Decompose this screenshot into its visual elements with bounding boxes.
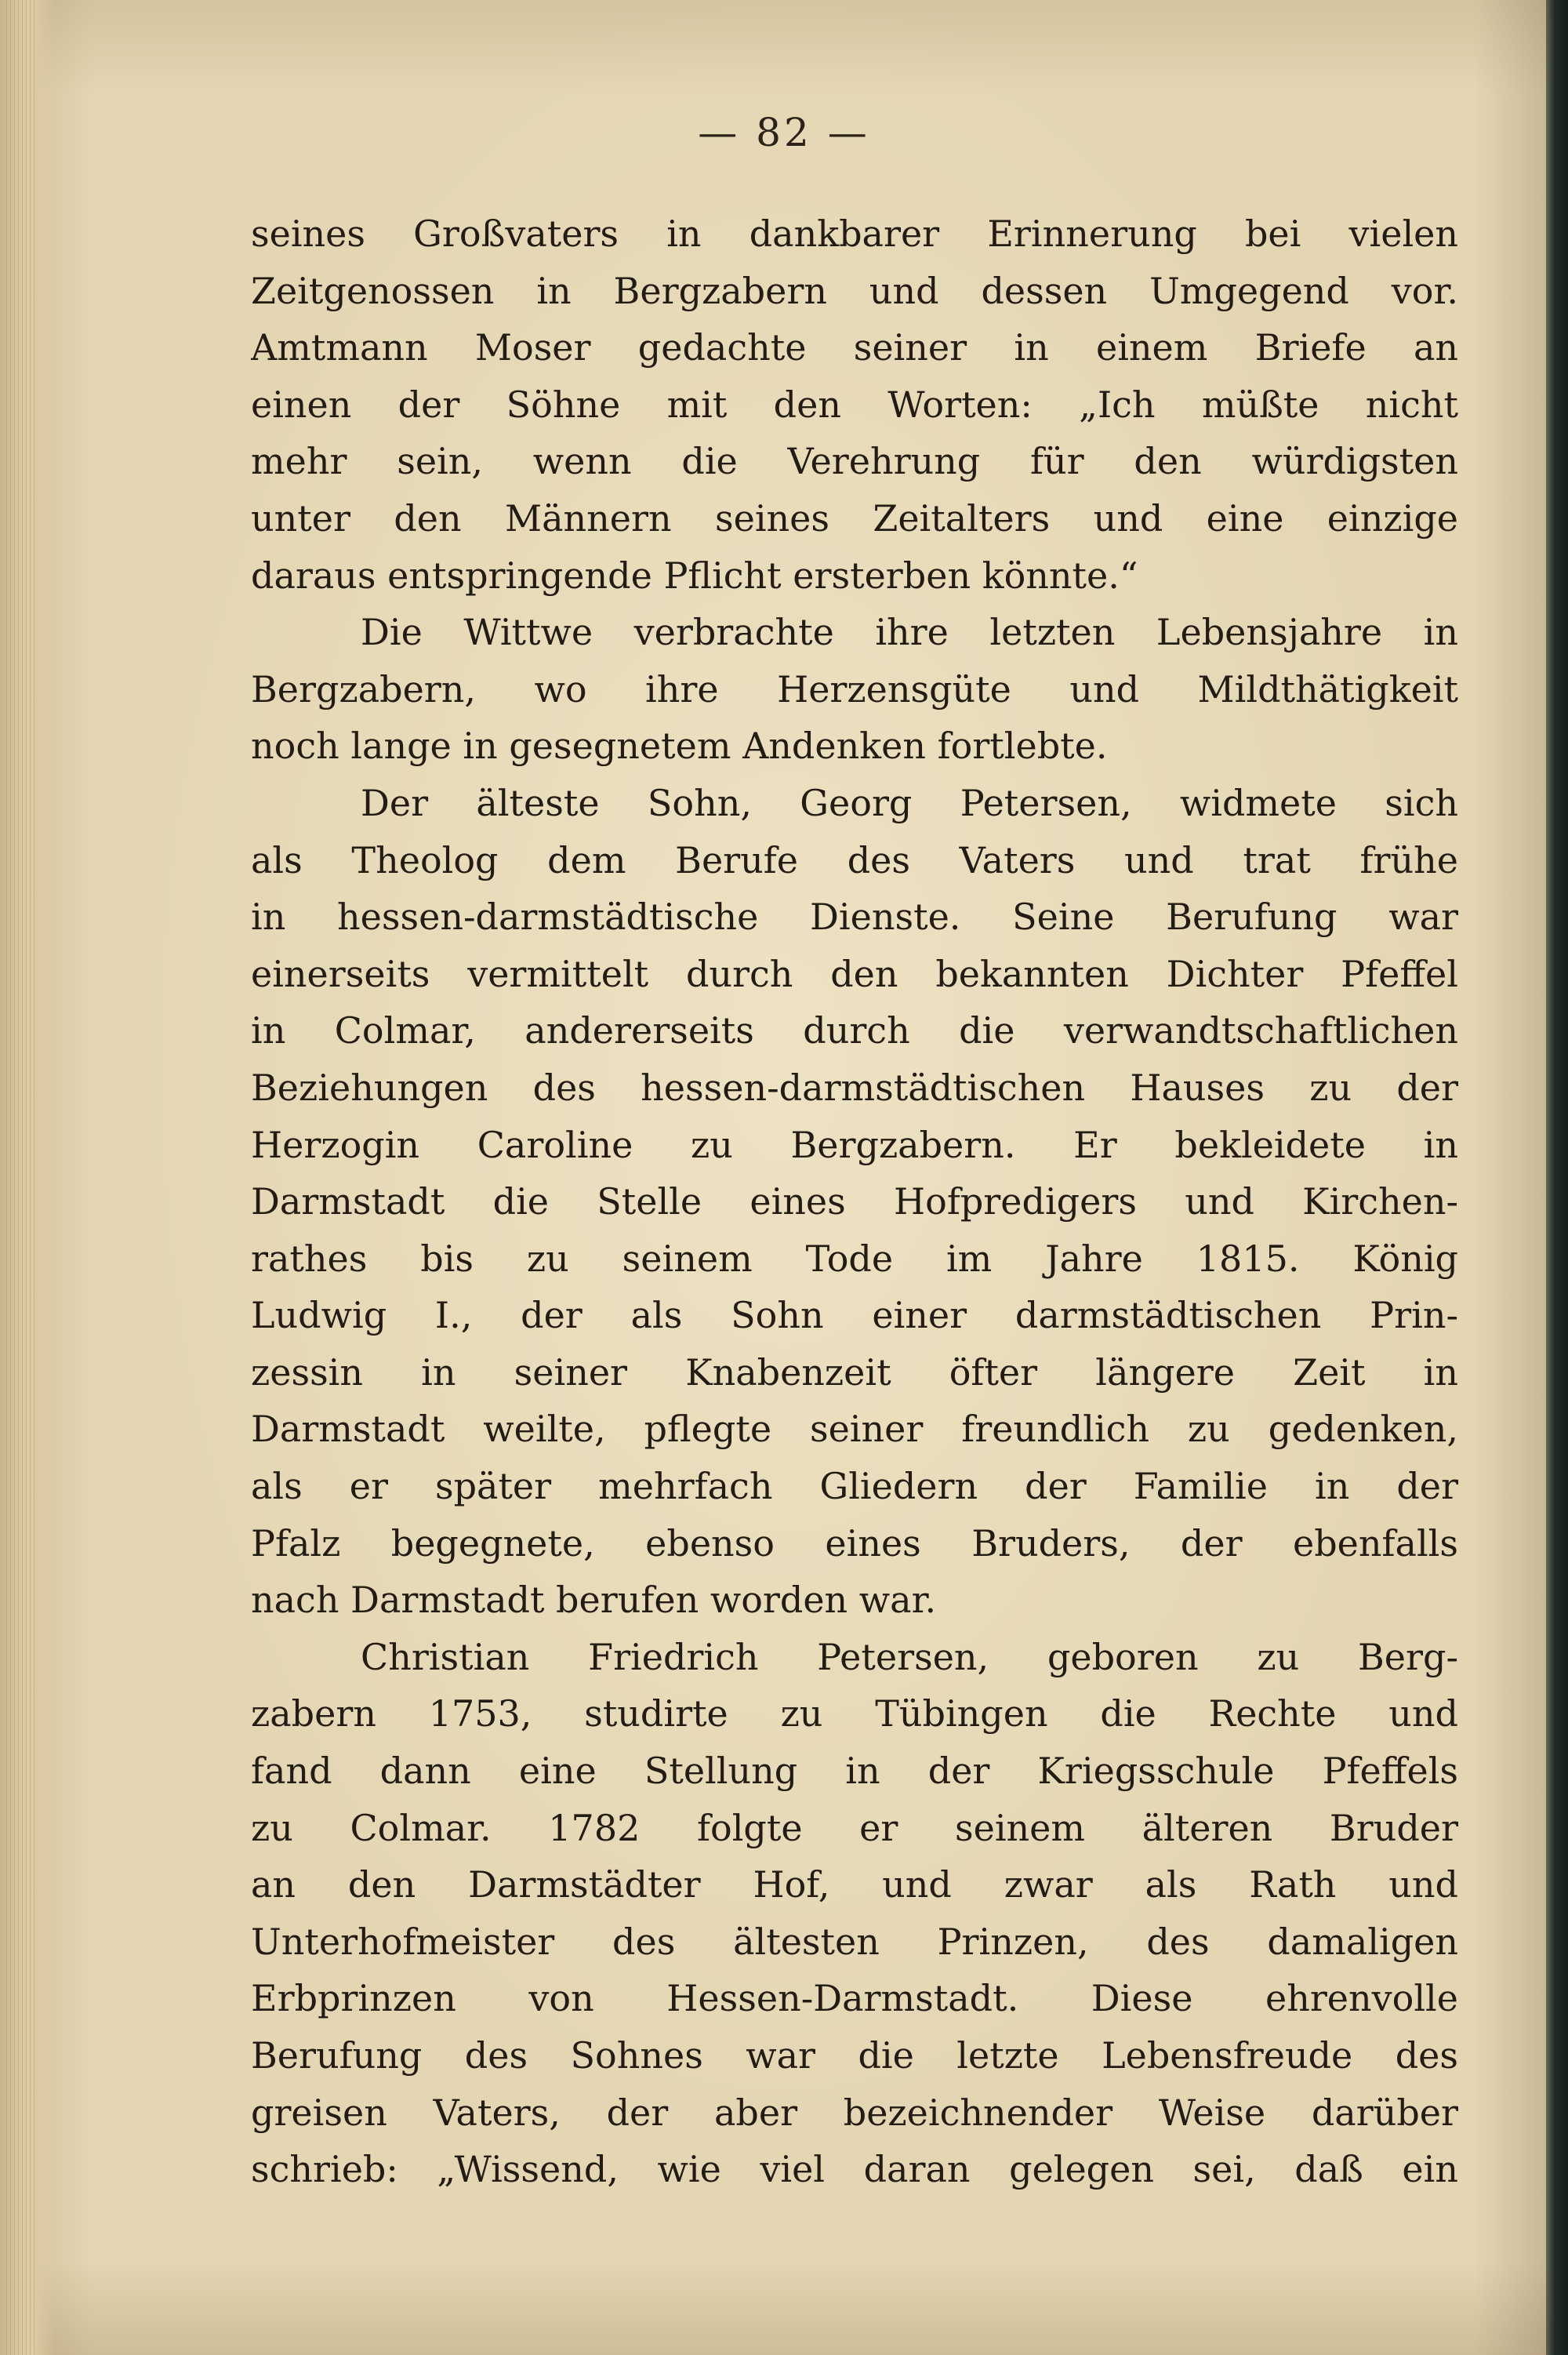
gutter-page-edges [6, 0, 38, 2355]
book-gutter [0, 0, 55, 2355]
text-line: Herzogin Caroline zu Bergzabern. Er bekleidete in [251, 1123, 1458, 1166]
text-line: in hessen-darmstädtische Dienste. Seine Berufung war [251, 896, 1458, 939]
text-line: an den Darmstädter Hof, und zwar als Rath und [251, 1863, 1458, 1906]
book-cover-edge [1546, 0, 1568, 2355]
text-line: Pfalz begegnete, ebenso eines Bruders, der ebenfalls [251, 1521, 1458, 1565]
text-line: einen der Söhne mit den Worten: „Ich müßte nicht [251, 383, 1458, 426]
text-line: Darmstadt weilte, pflegte seiner freundlich zu gedenken, [251, 1408, 1458, 1451]
text-line: Amtmann Moser gedachte seiner in einem Briefe an [251, 326, 1458, 369]
text-line: Christian Friedrich Petersen, geboren zu Berg- [361, 1635, 1458, 1678]
text-line: zabern 1753, studirte zu Tübingen die Rechte und [251, 1692, 1458, 1735]
paragraph [251, 775, 1458, 1629]
text-line: Die Wittwe verbrachte ihre letzten Lebensjahre in [361, 611, 1458, 654]
text-line: in Colmar, andererseits durch die verwandtschaftlichen [251, 1009, 1458, 1052]
page-body-text [251, 205, 1458, 2198]
text-line: greisen Vaters, der aber bezeichnender Weise darüber [251, 2091, 1458, 2134]
text-line: einerseits vermittelt durch den bekannten Dichter Pfeffel [251, 952, 1458, 995]
text-line: daraus entspringende Pflicht ersterben könnte.“ [251, 554, 1138, 597]
text-line: seines Großvaters in dankbarer Erinnerung bei vielen [251, 213, 1458, 255]
text-line: als Theolog dem Berufe des Vaters und trat frühe [251, 838, 1458, 881]
text-line: Berufung des Sohnes war die letzte Lebensfreude des [251, 2034, 1458, 2077]
text-line: Zeitgenossen in Bergzabern und dessen Umgegend vor. [251, 269, 1458, 312]
text-line: als er später mehrfach Gliedern der Familie in der [251, 1465, 1458, 1508]
text-line: Erbprinzen von Hessen-Darmstadt. Diese ehrenvolle [251, 1977, 1458, 2020]
text-line: unter den Männern seines Zeitalters und eine einzige [251, 496, 1458, 540]
text-line: zu Colmar. 1782 folgte er seinem älteren Bruder [251, 1806, 1458, 1849]
text-line: Bergzabern, wo ihre Herzensgüte und Mildthätigkeit [251, 667, 1458, 710]
text-line: fand dann eine Stellung in der Kriegsschule Pfeffels [251, 1750, 1458, 1793]
text-line: schrieb: „Wissend, wie viel daran gelegen sei, daß ein [251, 2148, 1458, 2191]
text-line: rathes bis zu seinem Tode im Jahre 1815. König [251, 1237, 1458, 1280]
text-line: Der älteste Sohn, Georg Petersen, widmete sich [361, 781, 1458, 824]
text-line: mehr sein, wenn die Verehrung für den würdigsten [251, 440, 1458, 483]
paragraph [251, 604, 1458, 775]
text-line: noch lange in gesegnetem Andenken fortlebte. [251, 725, 1108, 768]
page-number: — 82 — [698, 110, 870, 155]
text-line: Beziehungen des hessen-darmstädtischen Hauses zu der [251, 1066, 1458, 1109]
paragraph [251, 1629, 1458, 2198]
paragraph [251, 205, 1458, 604]
text-line: zessin in seiner Knabenzeit öfter längere Zeit in [251, 1350, 1458, 1394]
text-line: nach Darmstadt berufen worden war. [251, 1579, 937, 1622]
text-line: Ludwig I., der als Sohn einer darmstädtischen Prin- [251, 1294, 1458, 1337]
text-line: Unterhofmeister des ältesten Prinzen, des damaligen [251, 1920, 1458, 1963]
text-line: Darmstadt die Stelle eines Hofpredigers und Kirchen- [251, 1180, 1458, 1223]
